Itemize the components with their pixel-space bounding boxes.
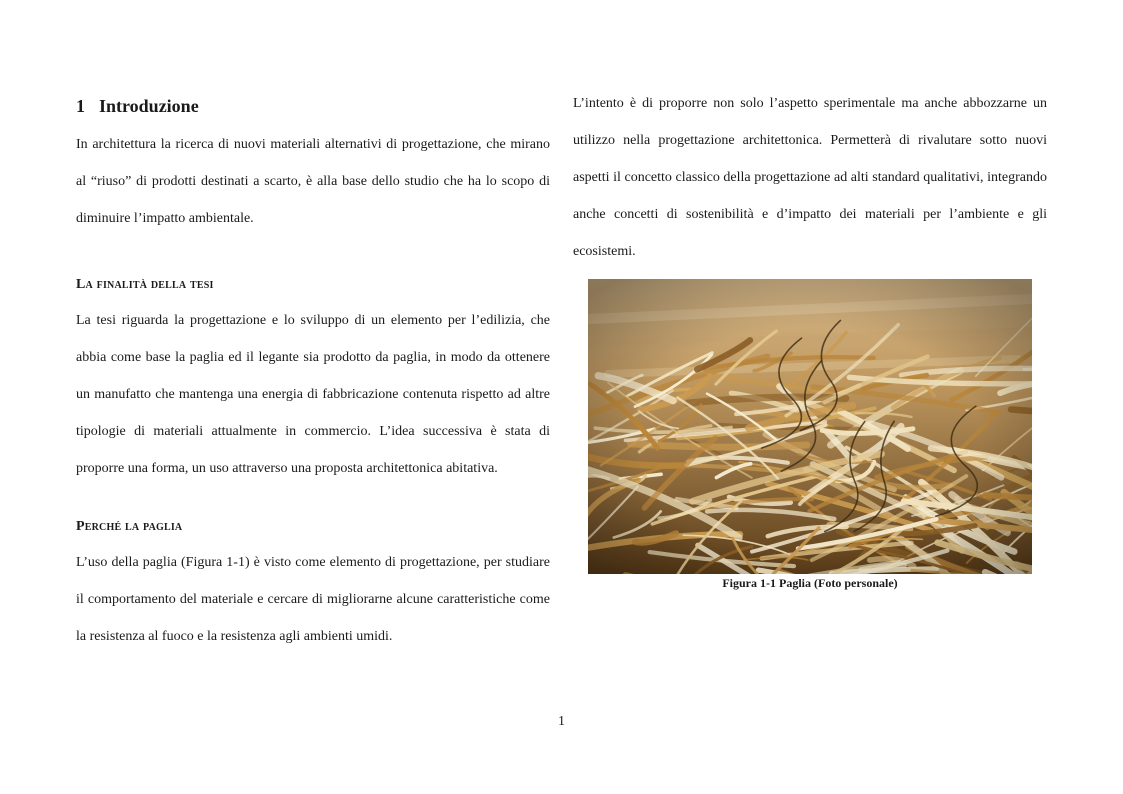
right-column [573,88,1047,270]
subsection-heading-paglia: Perché la paglia [76,519,183,534]
intro-paragraph: In architettura la ricerca di nuovi materiali alternativi di progettazione, che mirano al “riuso” di prodotti destinati a scarto, è alla base dello studio che ha lo scopo di diminuire l’impatto ambientale. [76,137,550,226]
section-number: 1 [76,96,85,116]
section-heading [76,94,550,118]
figure-caption: Figura 1-1 Paglia (Foto personale) [722,576,898,590]
straw-photo [588,279,1032,574]
paglia-paragraph: L’uso della paglia (Figura 1-1) è visto come elemento di progettazione, per studiare il comportamento del materiale e cercare di migliorarne alcune caratteristiche come la resistenza al fuoco e la resistenza agli ambienti umidi. [76,555,550,644]
figure-1-1 [588,279,1032,591]
page-number: 1 [558,714,565,729]
left-column [76,88,550,655]
section-title: Introduzione [99,96,199,116]
intento-paragraph: L’intento è di proporre non solo l’aspetto sperimentale ma anche abbozzarne un utilizzo nella progettazione architettonica. Permetterà di rivalutare sotto nuovi aspetti il concetto classico della progettazione ad alti standard qualitativi, integrando anche concetti di sostenibilità e d’impatto dei materiali per l’ambiente e gli ecosistemi. [573,96,1047,259]
subsection-heading-finalita: La finalità della tesi [76,277,214,292]
finalita-paragraph: La tesi riguarda la progettazione e lo sviluppo di un elemento per l’edilizia, che abbia come base la paglia ed il legante sia prodotto da paglia, in modo da ottenere un manufatto che mantenga una energia di fabbricazione contenuta rispetto ad altre tipologie di materiali attualmente in commercio. L’idea successiva è stata di proporre una forma, un uso attraverso una proposta architettonica abitativa. [76,313,550,476]
